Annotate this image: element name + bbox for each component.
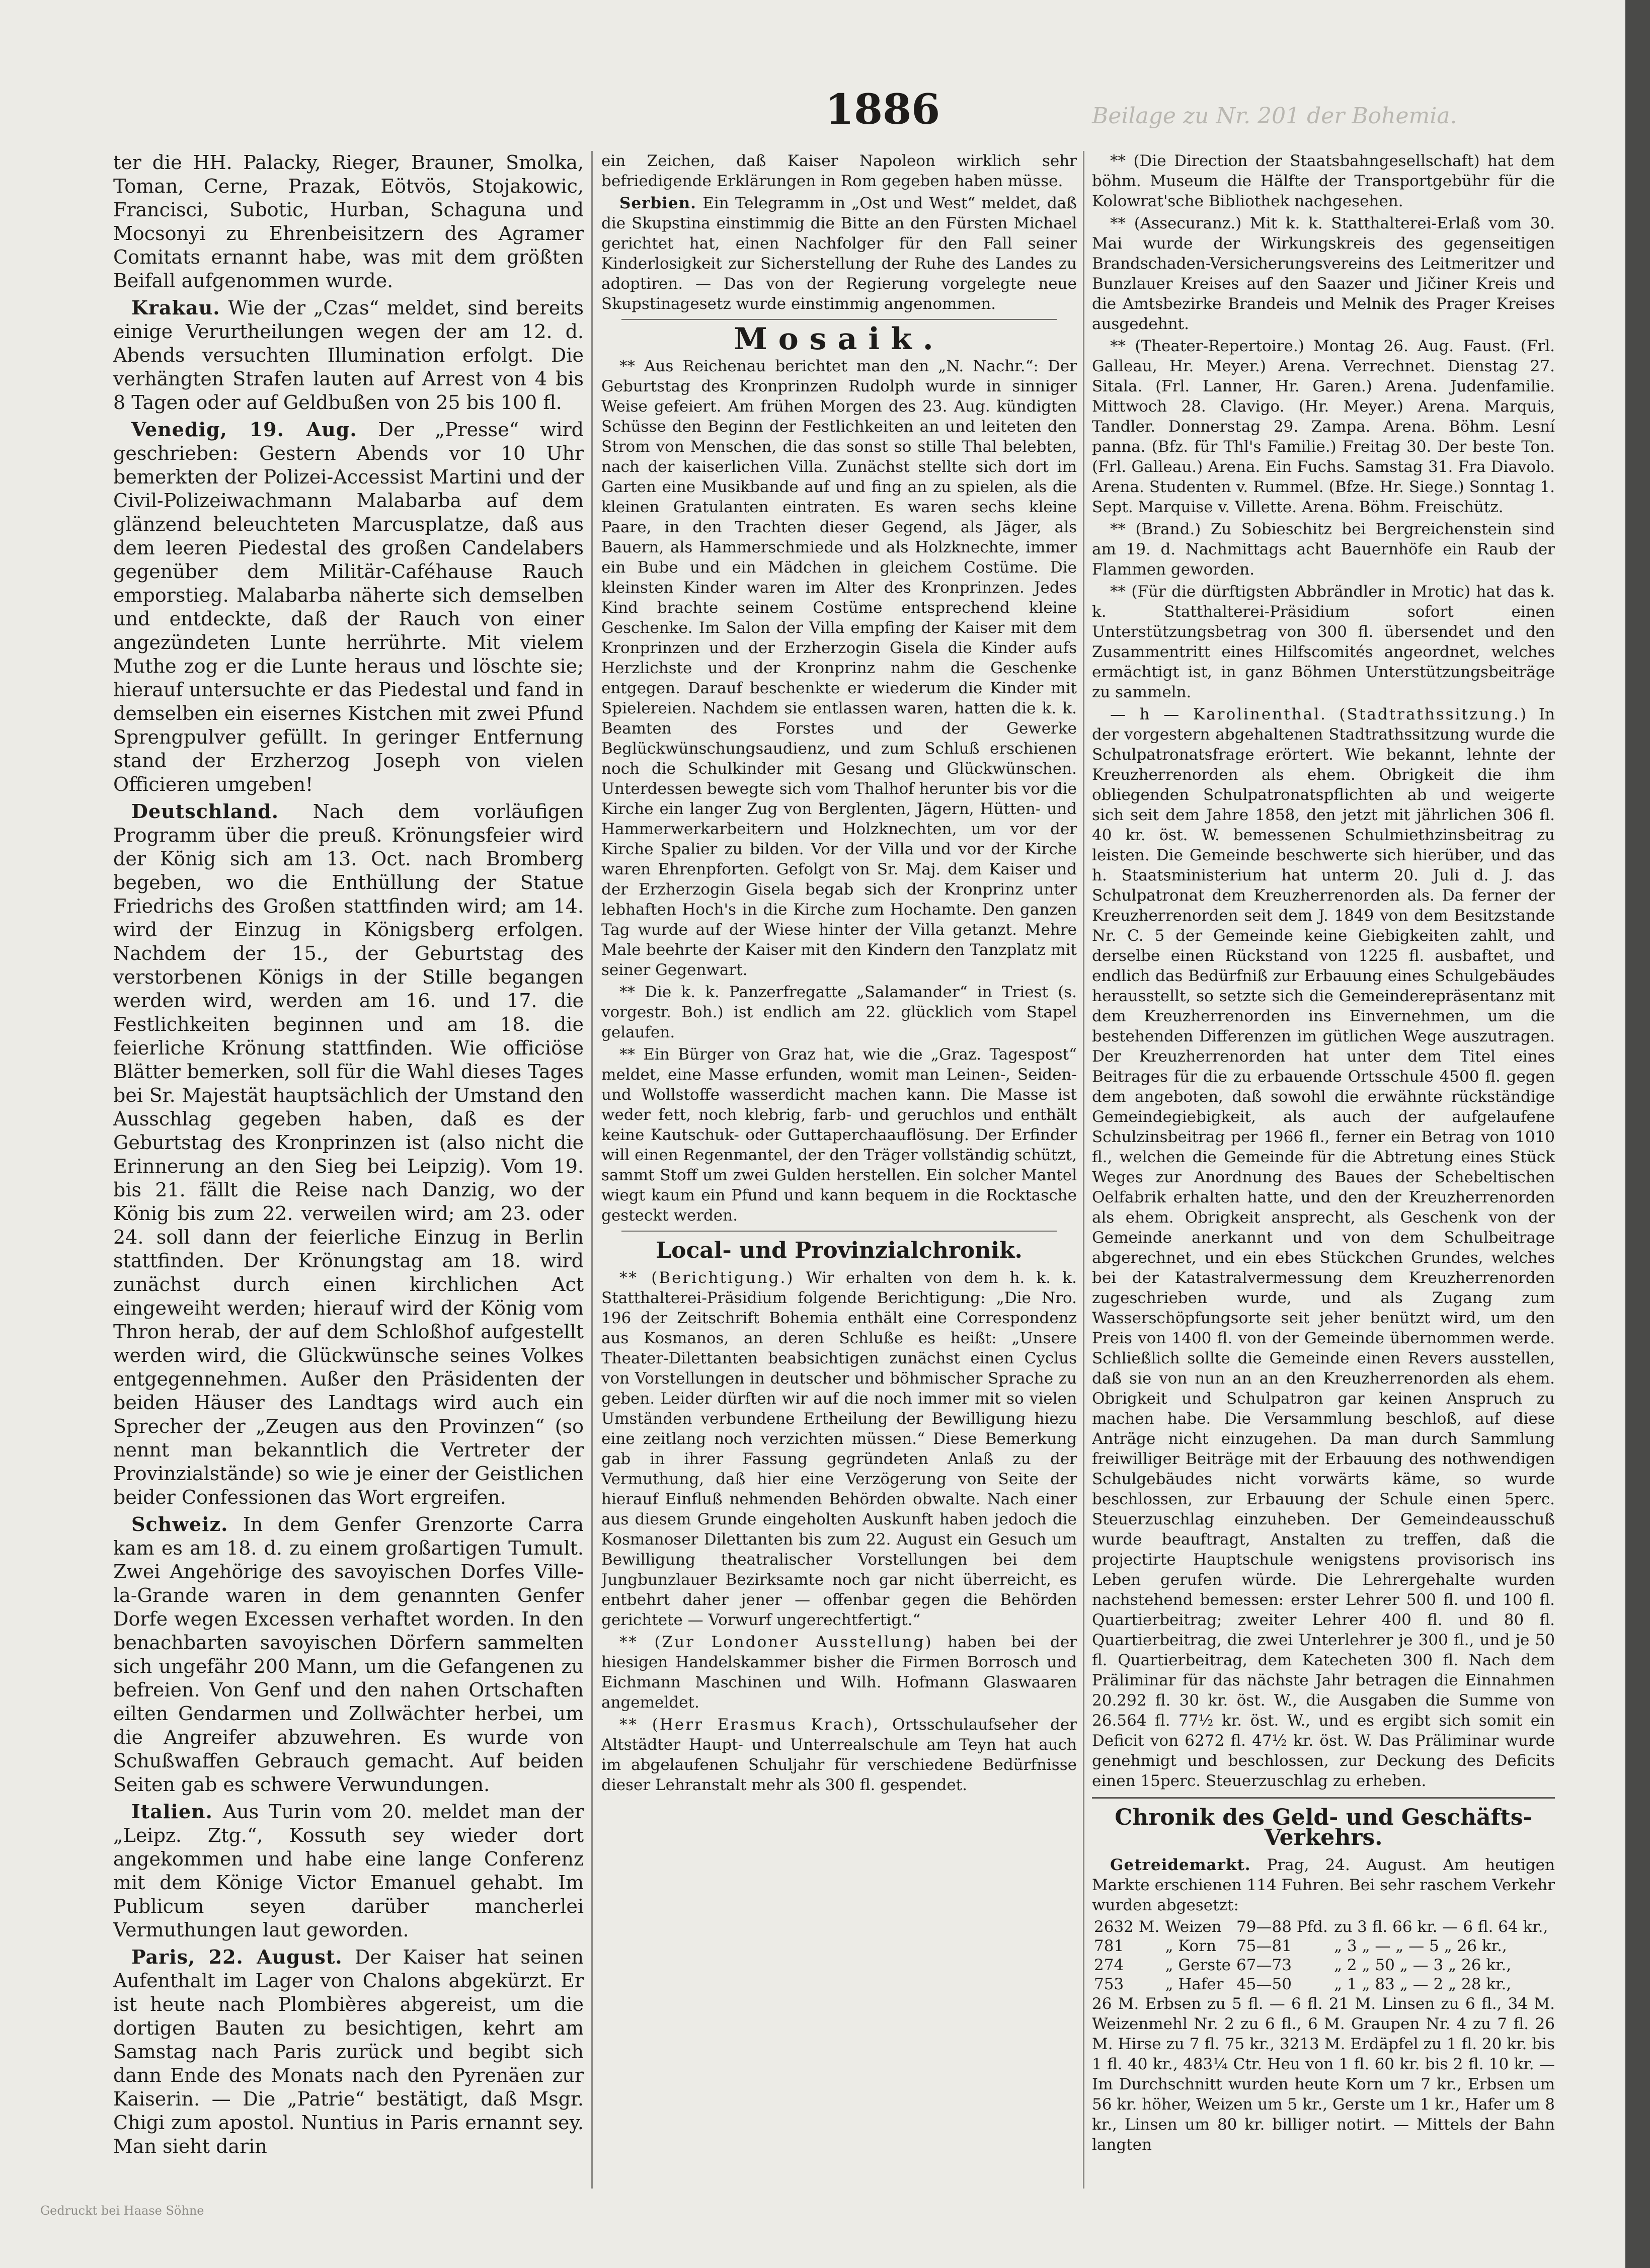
print-stamp: Gedruckt bei Haase Söhne (40, 2204, 204, 2218)
dateline: Deutschland. (131, 800, 279, 823)
item-text: Ortsschulaufseher der Altstädter Haupt- und Unterrealschule am Teyn hat auch im abgelaufenen Schuljahr für verschiedene Bedürfnisse dieser Lehranstalt mehr als 300 fl. gespendet. (601, 1716, 1077, 1794)
item-title: Getreidemarkt. (1110, 1856, 1251, 1874)
table-cell: 79—88 Pfd. (1236, 1918, 1328, 1936)
table-cell: 274 (1094, 1956, 1124, 1974)
table-cell: 781 (1094, 1937, 1124, 1955)
article-continuation: ter die HH. Palacky, Rieger, Brauner, Smolka, Toman, Cerne, Prazak, Eötvös, Stojakowic, Francisci, Subotic, Hurban, Schaguna und Mocsonyi zu Ehrenbeisitzern des Agramer Comitats ernannt habe, was mit dem größten Beifall aufgenommen wurde. (113, 151, 584, 292)
news-item: ** Die k. k. Panzerfregatte „Salamander“ in Triest (s. vorgestr. Boh.) ist endlich am 22. glücklich vom Stapel gelaufen. (601, 983, 1077, 1041)
article-paris (113, 1945, 584, 2158)
article-venedig (113, 418, 584, 796)
section-heading-chronik: Chronik des Geld- und Geschäfts-Verkehrs. (1115, 1805, 1532, 1850)
column-rule (1083, 151, 1084, 2189)
news-item: ** Aus Reichenau berichtet man den „N. Nachr.“: Der Geburtstag des Kronprinzen Rudolph wurde in sinniger Weise gefeiert. Am frühen Morgen des 23. Aug. kündigten Schüsse den Beginn der Festlichkeiten an und leiteten den Strom von Menschen, die das sonst so stille Thal belebten, nach der kaiserlichen Villa. Zunächst stellte sich dort im Garten eine Musikbande auf und fing an zu spielen, als die kleinen Gratulanten eintraten. Es waren sechs kleine Paare, in den Trachten dieser Gegend, als Jäger, als Bauern, als Hammerschmiede und als Holzknechte, immer ein Bube und ein Mädchen in gleichem Costüme. Die kleinsten Kinder waren im Alter des Kronprinzen. Jedes Kind brachte seinem Costüme entsprechend kleine Geschenke. Im Salon der Villa empfing der Kaiser mit dem Kronprinzen und der Erzherzogin Gisela die Kinder aufs Herzlichste und der Kronprinz nahm die Geschenke entgegen. Darauf beschenkte er wiederum die Kinder mit Spielereien. Nachdem sie entlassen waren, hatten die k. k. Beamten des Forstes und der Gewerke Beglückwünschungsaudienz, und zum Schluß erschienen noch die Schulkinder mit Gesang und Glückwünschen. Unterdessen bewegte sich vom Thalhof herunter bis vor die Kirche ein langer Zug von Berglenten, Jägern, Hütten- und Hammerwerkarbeitern und Holzknechten, um vor der Kirche Spalier zu bilden. Vor der Villa und vor der Kirche waren Ehrenpforten. Gefolgt von Sr. Maj. dem Kaiser und der Erzherzogin Gisela begab sich der Kronprinz unter lebhaften Hoch's in die Kirche zum Hochamte. Den ganzen Tag wurde auf der Wiese hinter der Villa getanzt. Mehre Male beehrte der Kaiser mit den Kindern den Tanzplatz mit seiner Gegenwart. (601, 357, 1077, 979)
article-text: Der Kaiser hat seinen Aufenthalt im Lager von Chalons abgekürzt. Er ist heute nach Plombières abgereist, um die dortigen Bauten zu besichtigen, kehrt am Samstag nach Paris zurück und begibt sich dann Ende des Monats nach den Pyrenäen zur Kaiserin. — Die „Patrie“ bestätigt, daß Msgr. Chigi zum apostol. Nuntius in Paris ernannt sey. Man sieht darin (113, 1946, 584, 2157)
table-row (1092, 1917, 1555, 1936)
market-report (1092, 1855, 1555, 1915)
table-cell: 75—81 (1236, 1937, 1292, 1955)
item-text: In der vorgestern abgehaltenen Stadtrathssitzung wurde die Schulpatronatsfrage erörtert. Wie bekannt, lehnte der Kreuzherrenorden als ehem. Obrigkeit die ihm obliegenden Schulpatronatspflichten ab und weigerte sich seit dem Jahre 1858, den jetzt mit jährlichen 306 fl. 40 kr. öst. W. bemessenen Schulmiethzinsbeitrag zu leisten. Die Gemeinde beschwerte sich hierüber, und das h. Staatsministerium hat unterm 20. Juli d. J. das Schulpatronat dem Kreuzherrenorden als. Da ferner der Kreuzherrenorden seit dem J. 1849 von dem Besitzstande Nr. C. 5 der Gemeinde keine Giebigkeiten zahlt, und derselbe einen Rückstand von 1225 fl. ausbaftet, und endlich das Bedürfniß zur Erbauung eines Schulgebäudes herausstellt, so setzte sich die Gemeinderepräsentanz mit dem Kreuzherrenorden ins Einvernehmen, um die bestehenden Differenzen im gütlichen Wege auszutragen. Der Kreuzherrenorden hat unter dem Titel eines Beitrages für die zu erbauende Ortsschule 4500 fl. gegen dem angeboten, daß sowohl die erwähnte rückständige Gemeindegiebigkeit, als auch der aufgelaufene Schulzinsbeitrag per 1966 fl., ferner ein Betrag von 1010 fl., welchen die Gemeinde für die Abtretung eines Stück Weges zur Anordnung des Baues der Schebeltischen Oelfabrik erhalten hatte, und den der Kreuzherrenorden als ehem. Obrigkeit ansprecht, als Geschenk von der Gemeinde anerkannt und von dem Schulbeitrage abgerechnet, und ein ebes Stückchen Grundes, welches bei der Katastralvermessung dem Kreuzherrenorden zugeschrieben wurde, und als Zugang zum Wasserschöpfungsorte seit jeher benützt wird, um den Preis von 1400 fl. von der Gemeinde übernommen werde. Schließlich sollte die Gemeinde einen Revers ausstellen, daß sie von nun an an den Kreuzherrenorden als ehem. Obrigkeit und Schulpatron gar keinen Anspruch zu machen habe. Die Versammlung beschloß, auf diese Anträge nicht einzugehen. Da man durch Sammlung freiwilliger Beiträge mit der Erbauung des nothwendigen Schulgebäudes nicht vorwärts käme, so wurde beschlossen, zur Erbauung der Schule einen 5perc. Steuerzuschlag einzuheben. Der Gemeindeausschuß wurde beauftragt, Anstalten zu treffen, daß die projectirte Hauptschule wenigstens provisorisch ins Leben gerufen würde. Die Lehrergehalte wurden nachstehend bemessen: erster Lehrer 500 fl. und 100 fl. Quartierbeitrag; zweiter Lehrer 400 fl. und 80 fl. Quartierbeitrag, die zwei Unterlehrer je 300 fl., und je 50 fl. Quartierbeitrag, dem Katecheten 300 fl. Nach dem Präliminar für das nächste Jahr betragen die Einnahmen 20.292 fl. 30 kr. öst. W., die Ausgaben die Summe von 26.564 fl. 77½ kr. öst. W., und es ergibt sich somit ein Deficit von 6272 fl. 47½ kr. öst. W. Das Präliminar wurde genehmigt und beschlossen, zur Deckung des Deficits einen 15perc. Steuerzuschlag zu erheben. (1092, 705, 1555, 1790)
table-cell: „ 2 „ 50 „ — 3 „ 26 kr., (1334, 1956, 1512, 1974)
news-item: ** (Brand.) Zu Sobieschitz bei Bergreichenstein sind am 19. d. Nachmittags acht Bauernhöfe ein Raub der Flammen geworden. (1092, 520, 1555, 579)
table-cell: „ 1 „ 83 „ — 2 „ 28 kr., (1334, 1975, 1512, 1993)
news-item (601, 1715, 1077, 1795)
dateline: Venedig, 19. Aug. (131, 418, 357, 441)
dateline: Italien. (131, 1800, 213, 1823)
article-deutschland (113, 799, 584, 1509)
news-item: ** (Assecuranz.) Mit k. k. Statthalterei-Erlaß vom 30. Mai wurde der Wirkungskreis des gegenseitigen Brandschaden-Versicherungsvereins des Leitmeritzer und Bunzlauer Kreises auf den Saazer und Jičiner Kreis und die Amtsbezirke Brandeis und Melnik des Prager Kreises ausgedehnt. (1092, 214, 1555, 333)
item-text: Wir erhalten von dem h. k. k. Statthalterei-Präsidium folgende Berichtigung: „Die Nro. 196 der Zeitschrift Bohemia enthält eine Correspondenz aus Kosmanos, an deren Schluße es heißt: „Unsere Theater-Dilettanten beabsichtigen zunächst einen Cyclus von Vorstellungen in deutscher und böhmischer Sprache zu geben. Leider dürften wir auf die noch immer mit so vielen Umständen verbundene Ertheilung der Bewilligung hiezu eine zeitlang noch verzichten müssen.“ Diese Bemerkung gab in ihrer Fassung gegründeten Anlaß zu der Vermuthung, daß hier eine Verzögerung von Seite der hierauf Einfluß nehmenden Behörden obwalte. Nach einer aus diesem Grunde eingeholten Auskunft haben jedoch die Kosmanoser Dilettanten bis zum 22. August ein Gesuch um Bewilligung theatralischer Vorstellungen bei dem Jungbunzlauer Bezirksamte noch gar nicht überreicht, es entbehrt daher jener — offenbar gegen die Behörden gerichtete — Vorwurf ungerechtfertigt.“ (601, 1269, 1077, 1629)
dateline: Paris, 22. August. (131, 1946, 343, 1968)
item-text: Prag, 24. August. Am heutigen Markte erschienen 114 Fuhren. Bei sehr raschem Verkehr wurden abgesetzt: (1092, 1856, 1555, 1914)
table-cell: Weizen (1165, 1918, 1222, 1936)
column-2 (601, 151, 1077, 2204)
table-cell: „ 3 „ — „ — 5 „ 26 kr., (1334, 1937, 1507, 1955)
table-row (1092, 1936, 1555, 1956)
article-continuation: ein Zeichen, daß Kaiser Napoleon wirklich sehr befriedigende Erklärungen in Rom gegeben haben müsse. (601, 152, 1077, 190)
article-text: Ein Telegramm in „Ost und West“ meldet, daß die Skupstina einstimmig die Bitte an den Fürsten Michael gerichtet hat, einen Nachfolger für den Fall seiner Kinderlosigkeit zur Sicherstellung der Ruhe des Landes zu adoptiren. — Das von der Regierung vorgelegte neue Skupstinagesetz wurde einstimmig angenommen. (601, 194, 1077, 313)
table-cell: „ Gerste (1165, 1956, 1231, 1974)
news-item: ** (Für die dürftigsten Abbrändler in Mrotic) hat das k. k. Statthalterei-Präsidium sofort einen Unterstützungsbetrag von 300 fl. übersendet und den Zusammentritt eines Hilfscomités angeordnet, welches ermächtigt ist, in ganz Böhmen Unterstützungsbeiträge zu sammeln. (1092, 583, 1555, 701)
item-text: haben bei der hiesigen Handelskammer bisher die Firmen Borrosch und Eichmann Maschinen und Wilh. Hofmann Glaswaaren angemeldet. (601, 1633, 1077, 1712)
section-divider (621, 1231, 1057, 1232)
section-heading-local: Local- und Provinzialchronik. (656, 1238, 1023, 1263)
column-rule (591, 151, 593, 2189)
article-text: Wie der „Czas“ meldet, sind bereits einige Verurtheilungen wegen der am 12. d. Abends versuchten Illumination erfolgt. Die verhängten Strafen lauten auf Arrest von 4 bis 8 Tagen oder auf Geldbußen von 25 bis 100 fl. (113, 297, 584, 414)
page-number: 1886 (825, 86, 940, 134)
running-head: Beilage zu Nr. 201 der Bohemia. (1092, 103, 1457, 129)
column-1 (113, 151, 584, 2204)
table-cell: 753 (1094, 1975, 1124, 1993)
item-title: ** (Herr Erasmus Krach), (619, 1716, 880, 1734)
dateline: Serbien. (619, 194, 696, 212)
section-divider (1092, 1797, 1555, 1799)
article-krakau (113, 296, 584, 415)
news-item: ** Ein Bürger von Graz hat, wie die „Graz. Tagespost“ meldet, eine Masse erfunden, womit man Leinen-, Seiden- und Wollstoffe wasserdicht machen kann. Die Masse ist weder fett, noch klebrig, farb- und geruchlos und enthält keine Kautschuk- oder Guttaperchaauflösung. Der Erfinder will einen Regenmantel, der den Träger vollständig schützt, sammt Stoff um zwei Gulden herstellen. Ein solcher Mantel wiegt kaum ein Pfund und kann bequem in die Rocktasche gesteckt werden. (601, 1045, 1077, 1225)
table-cell: „ Korn (1165, 1937, 1217, 1955)
item-title: ** (Zur Londoner Ausstellung) (619, 1633, 933, 1651)
dateline: Krakau. (131, 296, 220, 319)
table-cell: „ Hafer (1165, 1975, 1224, 1993)
article-text: In dem Genfer Grenzorte Carra kam es am 18. d. zu einem großartigen Tumult. Zwei Angehörige des savoyischen Dorfes Ville-la-Grande waren in dem genannten Genfer Dorfe wegen Excessen verhaftet worden. In den benachbarten savoyischen Dörfern sammelten sich ungefähr 200 Mann, um die Gefangenen zu befreien. Von Genf und den nahen Ortschaften eilten Gendarmen und Zollwächter herbei, um die Angreifer abzuwehren. Es wurde von Schußwaffen Gebrauch gemacht. Auf beiden Seiten gab es schwere Verwundungen. (113, 1513, 584, 1796)
dateline: Schweiz. (131, 1513, 228, 1535)
article-text: Aus Turin vom 20. meldet man der „Leipz. Ztg.“, Kossuth sey wieder dort angekommen und habe eine lange Conferenz mit dem Könige Victor Emanuel gehabt. Im Publicum seyen darüber mancherlei Vermuthungen laut geworden. (113, 1801, 584, 1941)
scan-edge (1625, 0, 1650, 2268)
section-divider (621, 319, 1057, 320)
article-schweiz (113, 1512, 584, 1797)
article-serbien (601, 193, 1077, 314)
item-title: — h — Karolinenthal. (Stadtrathssitzung.) (1110, 705, 1528, 723)
news-item (601, 1268, 1077, 1630)
table-cell: zu 3 fl. 66 kr. — 6 fl. 64 kr., (1334, 1918, 1548, 1936)
market-report-continued: 26 M. Erbsen zu 5 fl. — 6 fl. 21 M. Linsen zu 6 fl., 34 M. Weizenmehl Nr. 2 zu 6 fl., 6 M. Graupen Nr. 4 zu 7 fl. 26 M. Hirse zu 7 fl. 75 kr., 3213 M. Erdäpfel zu 1 fl. 20 kr. bis 1 fl. 40 kr., 483¼ Ctr. Heu von 1 fl. 60 kr. bis 2 fl. 10 kr. — Im Durchschnitt wurden heute Korn um 7 kr., Erbsen um 56 kr. höher, Weizen um 5 kr., Gerste um 1 kr., Hafer um 8 kr., Linsen um 80 kr. billiger notirt. — Mittels der Bahn langten (1092, 1995, 1555, 2154)
article-text: Nach dem vorläufigen Programm über die preuß. Krönungsfeier wird der König sich am 13. Oct. nach Bromberg begeben, wo die Enthüllung der Statue Friedrichs des Großen stattfinden wird; am 14. wird der Einzug in Königsberg erfolgen. Nachdem der 15., der Geburtstag des verstorbenen Königs in der Stille begangen werden wird, werden am 16. und 17. die Festlichkeiten beginnen und am 18. die feierliche Krönung stattfinden. Wie officiöse Blätter bemerken, soll für die Wahl dieses Tages bei Sr. Majestät hauptsächlich der Umstand den Ausschlag gegeben haben, daß es der Geburtstag des Kronprinzen ist (also nicht die Erinnerung an den Sieg bei Leipzig). Vom 19. bis 21. fällt die Reise nach Danzig, wo der König bis zum 22. verweilen wird; am 23. oder 24. soll dann der feierliche Einzug in Berlin stattfinden. Der Krönungstag am 18. wird zunächst durch einen kirchlichen Act eingeweiht werden; hierauf wird der König vom Thron herab, der auf dem Schloßhof aufgestellt werden wird, die Glückwünsche seines Volkes entgegennehmen. Außer den Präsidenten der beiden Häuser des Landtags wird auch ein Sprecher der „Zeugen aus den Provinzen“ (so nennt man bekanntlich die Vertreter der Provinzialstände) so wie je einer der Geistlichen beider Confessionen das Wort ergreifen. (113, 800, 584, 1508)
section-heading-mosaik: Mosaik. (734, 321, 945, 357)
news-item (1092, 704, 1555, 1791)
table-cell: 67—73 (1236, 1956, 1292, 1974)
item-title: ** (Berichtigung.) (619, 1269, 795, 1287)
news-item: ** (Die Direction der Staatsbahngesellschaft) hat dem böhm. Museum die Hälfte der Transportgebühr für die Kolowrat'sche Bibliothek nachgesehen. (1092, 152, 1555, 210)
table-row (1092, 1956, 1555, 1975)
news-item (601, 1632, 1077, 1713)
grain-price-table (1092, 1917, 1555, 1994)
article-italien (113, 1800, 584, 1942)
column-3 (1092, 151, 1555, 2204)
news-item: ** (Theater-Repertoire.) Montag 26. Aug. Faust. (Frl. Galleau, Hr. Meyer.) Arena. Verrechnet. Dienstag 27. Sitala. (Frl. Lanner, Hr. Garen.) Arena. Judenfamilie. Mittwoch 28. Clavigo. (Hr. Meyer.) Arena. Marquis, Tandler. Donnerstag 29. Zampa. Arena. Böhm. Lesní panna. (Bfz. für Thl's Familie.) Freitag 30. Der beste Ton. (Frl. Galleau.) Arena. Ein Fuchs. Samstag 31. Fra Diavolo. Arena. Studenten v. Rummel. (Bfze. Hr. Siege.) Sonntag 1. Sept. Marquise v. Villette. Arena. Böhm. Freischütz. (1092, 337, 1555, 516)
table-cell: 45—50 (1236, 1975, 1292, 1993)
table-row (1092, 1975, 1555, 1994)
article-text: Der „Presse“ wird geschrieben: Gestern Abends vor 10 Uhr bemerkten der Polizei-Accessist Martini und der Civil-Polizeiwachmann Malabarba auf dem glänzend beleuchteten Marcusplatze, daß aus dem leeren Piedestal des großen Candelabers gegenüber dem Militär-Caféhause Rauch emporstieg. Malabarba näherte sich demselben und entdeckte, daß der Rauch von einer angezündeten Lunte herrührte. Mit vielem Muthe zog er die Lunte heraus und löschte sie; hierauf untersuchte er das Piedestal und fand in demselben ein eisernes Kistchen mit zwei Pfund Sprengpulver gefüllt. In geringer Entfernung stand der Erzherzog Joseph von vielen Officieren umgeben! (113, 419, 584, 795)
table-cell: 2632 M. (1094, 1918, 1160, 1936)
